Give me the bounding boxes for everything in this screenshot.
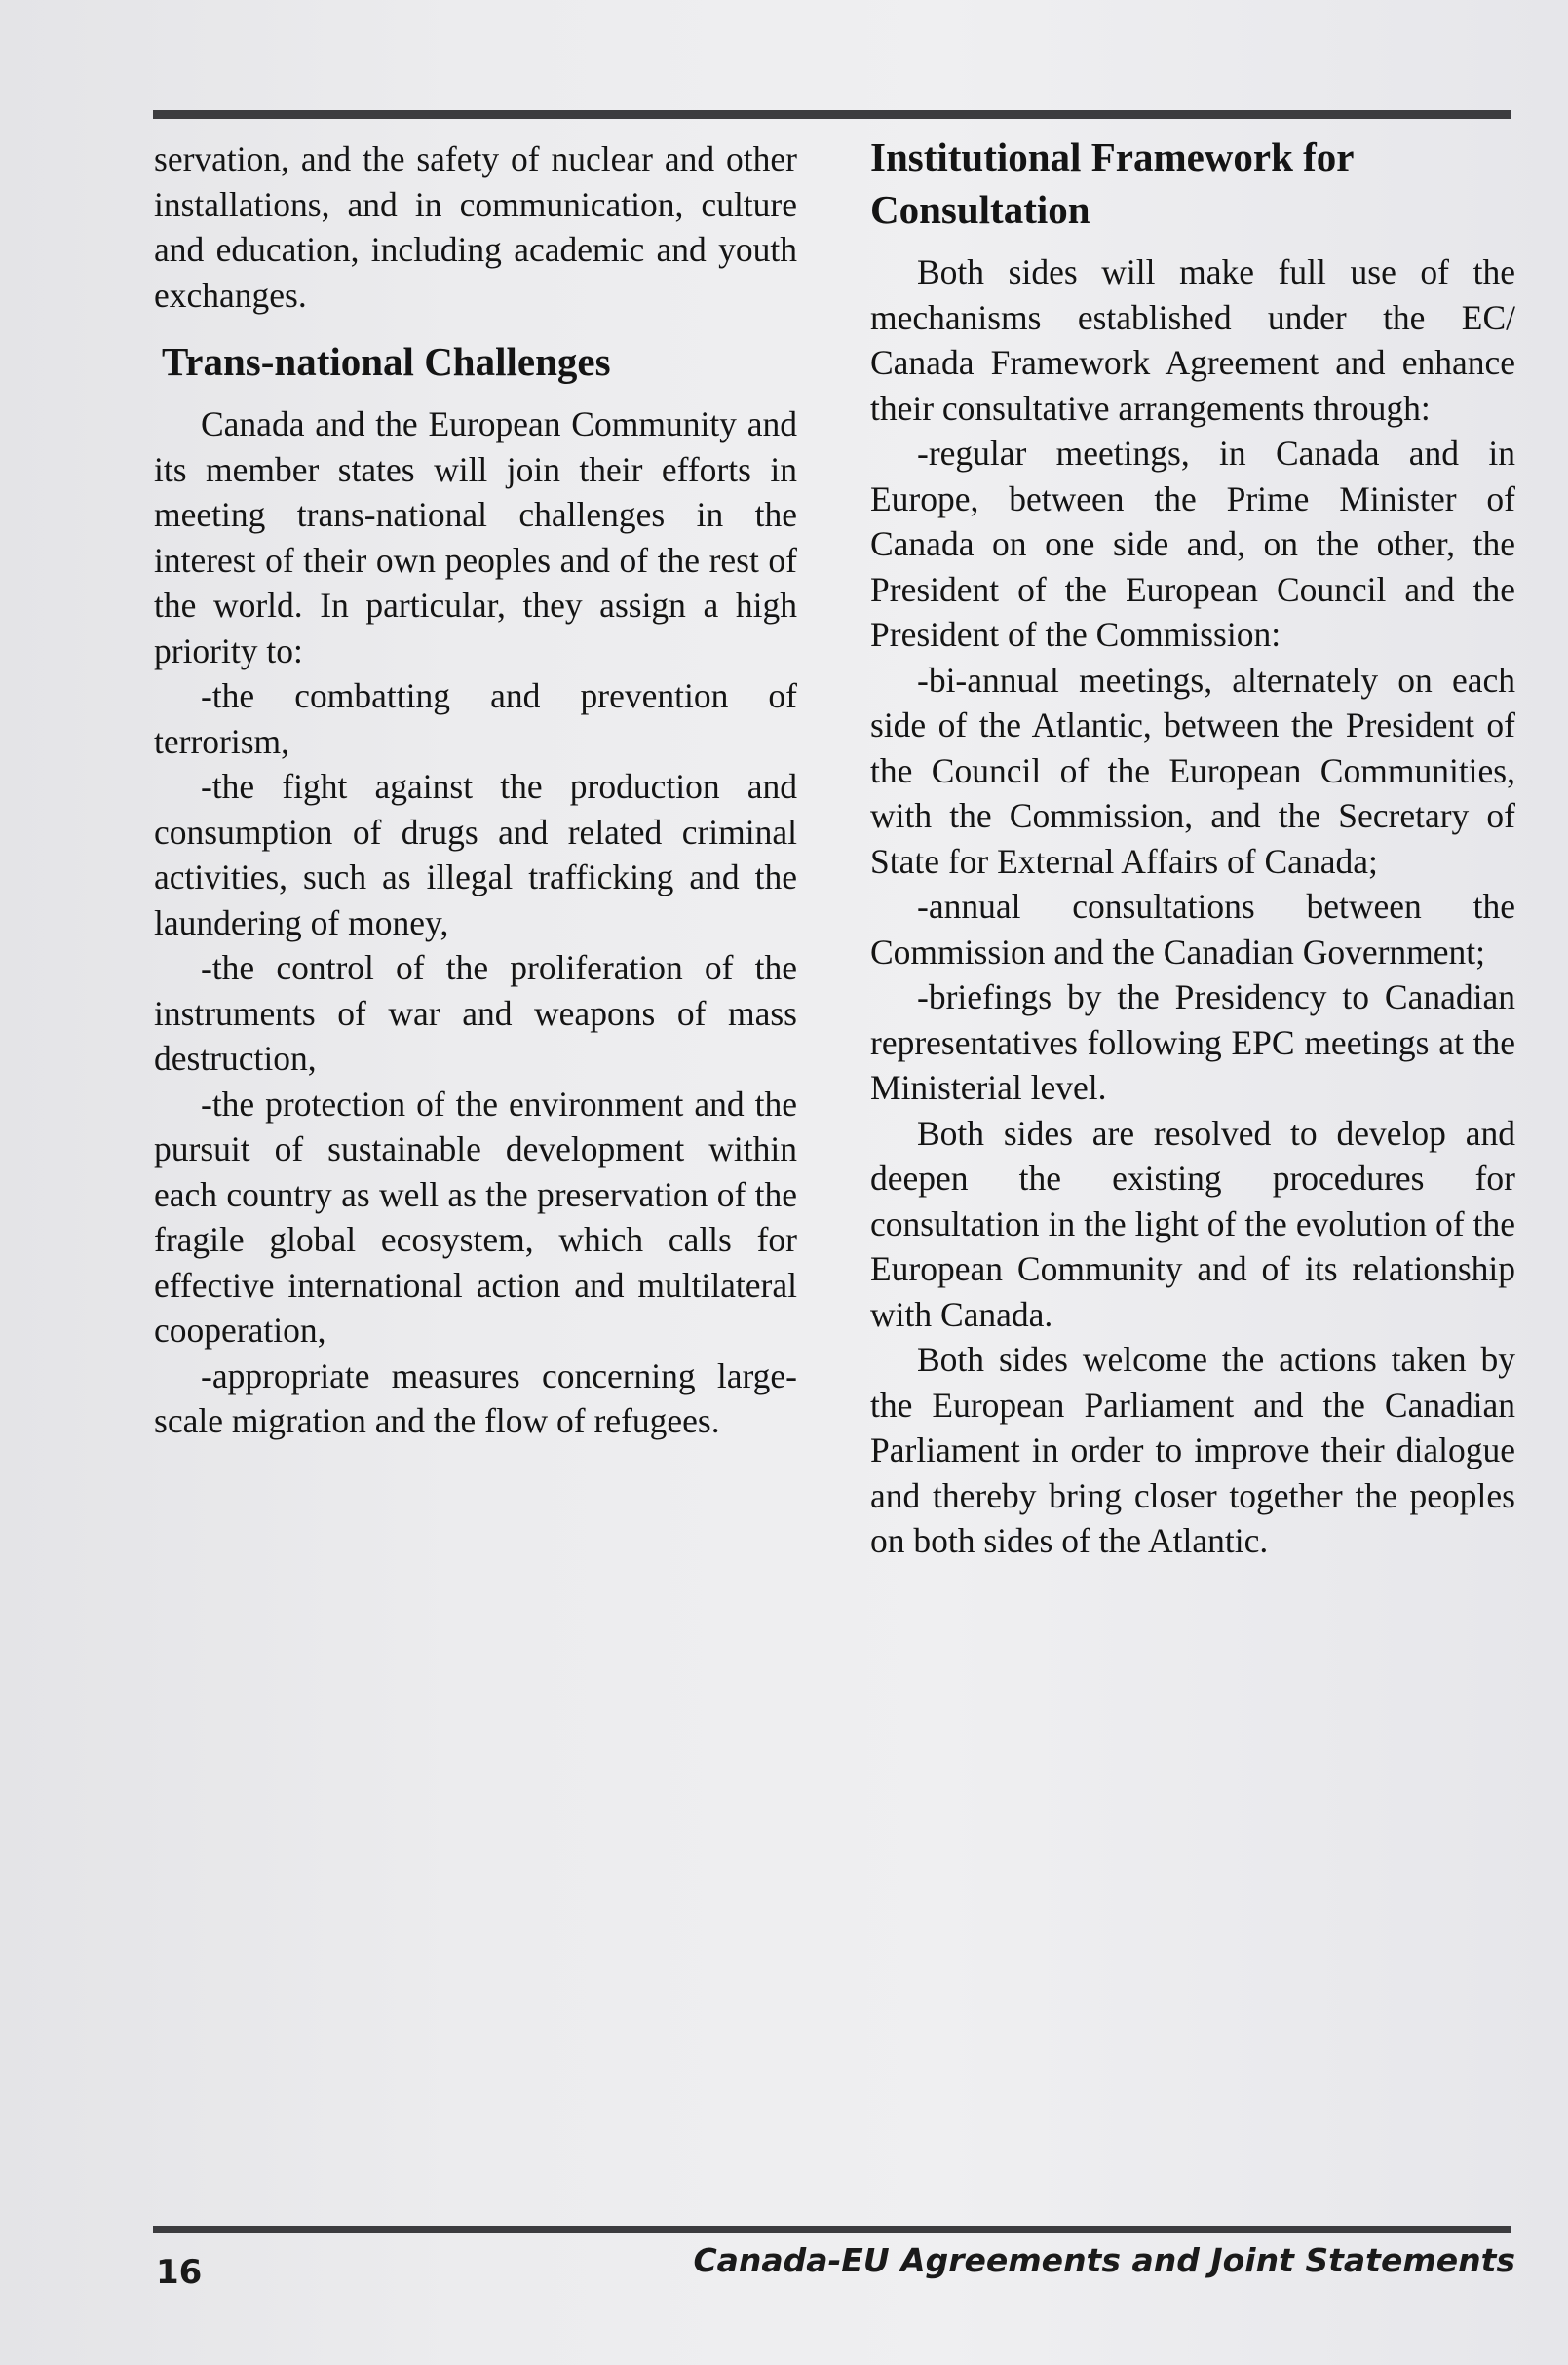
section-heading-institutional: Institutional Framework for Consultation <box>870 134 1354 232</box>
list-item: -bi-annual meetings, alternately on each side of the Atlantic, between the President of the Council of the European Communities, with the Commission, and the Secretary of State for External Affairs of Canada; <box>870 660 1515 881</box>
closing-paragraph: Both sides are resolved to develop and deepen the existing procedures for consultation in the light of the evolution of the European Community and of its relationship with Canada. <box>870 1113 1515 1334</box>
list-item: -the fight against the production and consumption of drugs and related criminal activities, such as illegal trafficking and the laundering of money, <box>154 767 797 942</box>
section-paragraph: Both sides will make full use of the mechanisms established under the EC/ Canada Framework Agreement and enhance their consultative arrangements through: <box>870 252 1515 428</box>
right-column <box>870 136 1515 1564</box>
section-heading-trans-national: Trans-national Challenges <box>162 339 611 384</box>
list-item: -the protection of the environment and the pursuit of sustainable development within each country as well as the preservation of the fragile global ecosystem, which calls for effective international action and multilateral cooperation, <box>154 1084 797 1350</box>
list-item: -the control of the proliferation of the instruments of war and weapons of mass destruction, <box>154 948 797 1078</box>
list-item: -appropriate measures concerning large-scale migration and the flow of refugees. <box>154 1355 797 1440</box>
bottom-rule <box>153 2226 1511 2233</box>
left-column <box>154 136 797 1444</box>
top-rule <box>153 110 1511 119</box>
closing-paragraph: Both sides welcome the actions taken by the European Parliament and the Canadian Parliament in order to improve their dialogue and thereby bring closer together the peoples on both sides of the Atlantic. <box>870 1340 1515 1560</box>
list-item: -regular meetings, in Canada and in Europe, between the Prime Minister of Canada on one side and, on the other, the President of the European Council and the President of the Commission: <box>870 434 1515 654</box>
section-paragraph: Canada and the European Community and its member states will join their efforts in meeting trans-national challenges in the interest of their own peoples and of the rest of the world. In particular, they assign a high priority to: <box>154 404 797 670</box>
list-item: -the combatting and prevention of terrorism, <box>154 676 797 761</box>
list-item: -annual consultations between the Commission and the Canadian Government; <box>870 887 1515 972</box>
page-number: 16 <box>156 2253 203 2292</box>
intro-text: servation, and the safety of nuclear and other installations, and in communication, culture and education, including academic and youth exchanges. <box>154 139 797 315</box>
publication-title: Canada-EU Agreements and Joint Statements <box>693 2241 1515 2279</box>
list-item: -briefings by the Presidency to Canadian representatives following EPC meetings at the Ministerial level. <box>870 977 1515 1107</box>
